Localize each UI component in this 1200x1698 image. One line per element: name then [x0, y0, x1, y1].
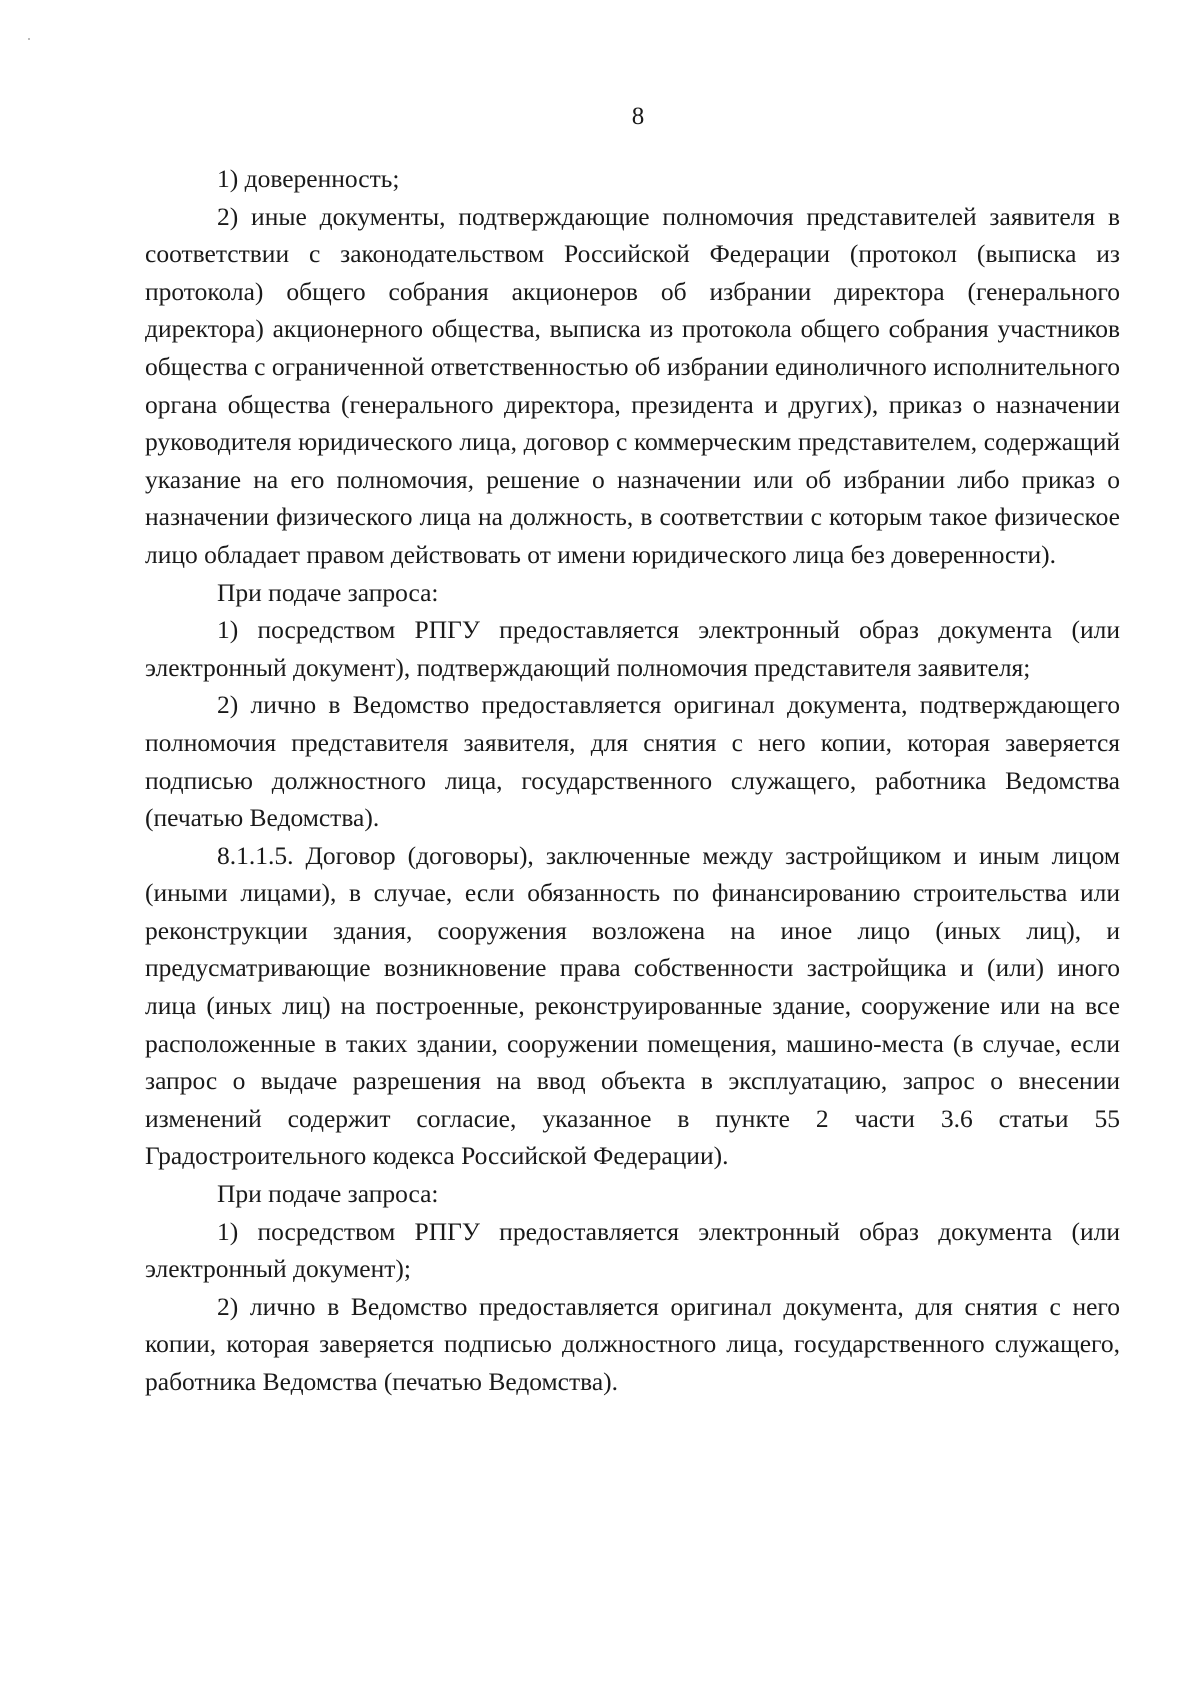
- page-number: 8: [631, 103, 645, 130]
- scan-artifact: [28, 38, 30, 40]
- paragraph-power-of-attorney: 1) доверенность;: [217, 164, 400, 193]
- paragraph-other-documents: 2) иные документы, подтверждающие полномочия представителей заявителя в соответствии с законодательством Российской Федерации (протокол (выписка из протокола) общего собрания акционеров об избрании директора (генерального директора) акционерного общества, выписка из протокола общего собрания участников общества с ограниченной ответственностью об избрании единоличного исполнительного органа общества (генерального директора, президента и других), приказ о назначении руководителя юридического лица, договор с коммерческим представителем, содержащий указание на его полномочия, решение о назначении или об избрании либо приказ о назначении физического лица на должность, в соответствии с которым такое физическое лицо обладает правом действовать от имени юридического лица без доверенности).: [145, 201, 1120, 569]
- paragraph-in-person-2: 2) лично в Ведомство предоставляется оригинал документа, для снятия с него копии, которая заверяется подписью должностного лица, государственного служащего, работника Ведомства (печатью Ведомства).: [145, 1291, 1120, 1396]
- paragraph-via-rpgu-2: 1) посредством РПГУ предоставляется электронный образ документа (или электронный документ);: [145, 1216, 1120, 1284]
- paragraph-in-person-1: 2) лично в Ведомство предоставляется оригинал документа, подтверждающего полномочия представителя заявителя, для снятия с него копии, которая заверяется подписью должностного лица, государственного служащего, работника Ведомства (печатью Ведомства).: [145, 690, 1120, 833]
- paragraph-8-1-1-5: 8.1.1.5. Договор (договоры), заключенные между застройщиком и иным лицом (иными лицами), в случае, если обязанность по финансированию строительства или реконструкции здания, сооружения возложена на иное лицо (иных лиц), и предусматривающие возникновение права собственности застройщика и (или) иного лица (иных лиц) на построенные, реконструированные здание, сооружение или на все расположенные в таких здании, сооружении помещения, машино-места (в случае, если запрос о выдаче разрешения на ввод объекта в эксплуатацию, запрос о внесении изменений содержит согласие, указанное в пункте 2 части 3.6 статьи 55 Градостроительного кодекса Российской Федерации).: [145, 840, 1120, 1171]
- document-body: [145, 160, 1120, 1401]
- paragraph-via-rpgu-1: 1) посредством РПГУ предоставляется электронный образ документа (или электронный документ), подтверждающий полномочия представителя заявителя;: [145, 615, 1120, 682]
- paragraph-on-request-1: При подаче запроса:: [217, 577, 439, 607]
- paragraph-on-request-2: При подаче запроса:: [217, 1179, 439, 1209]
